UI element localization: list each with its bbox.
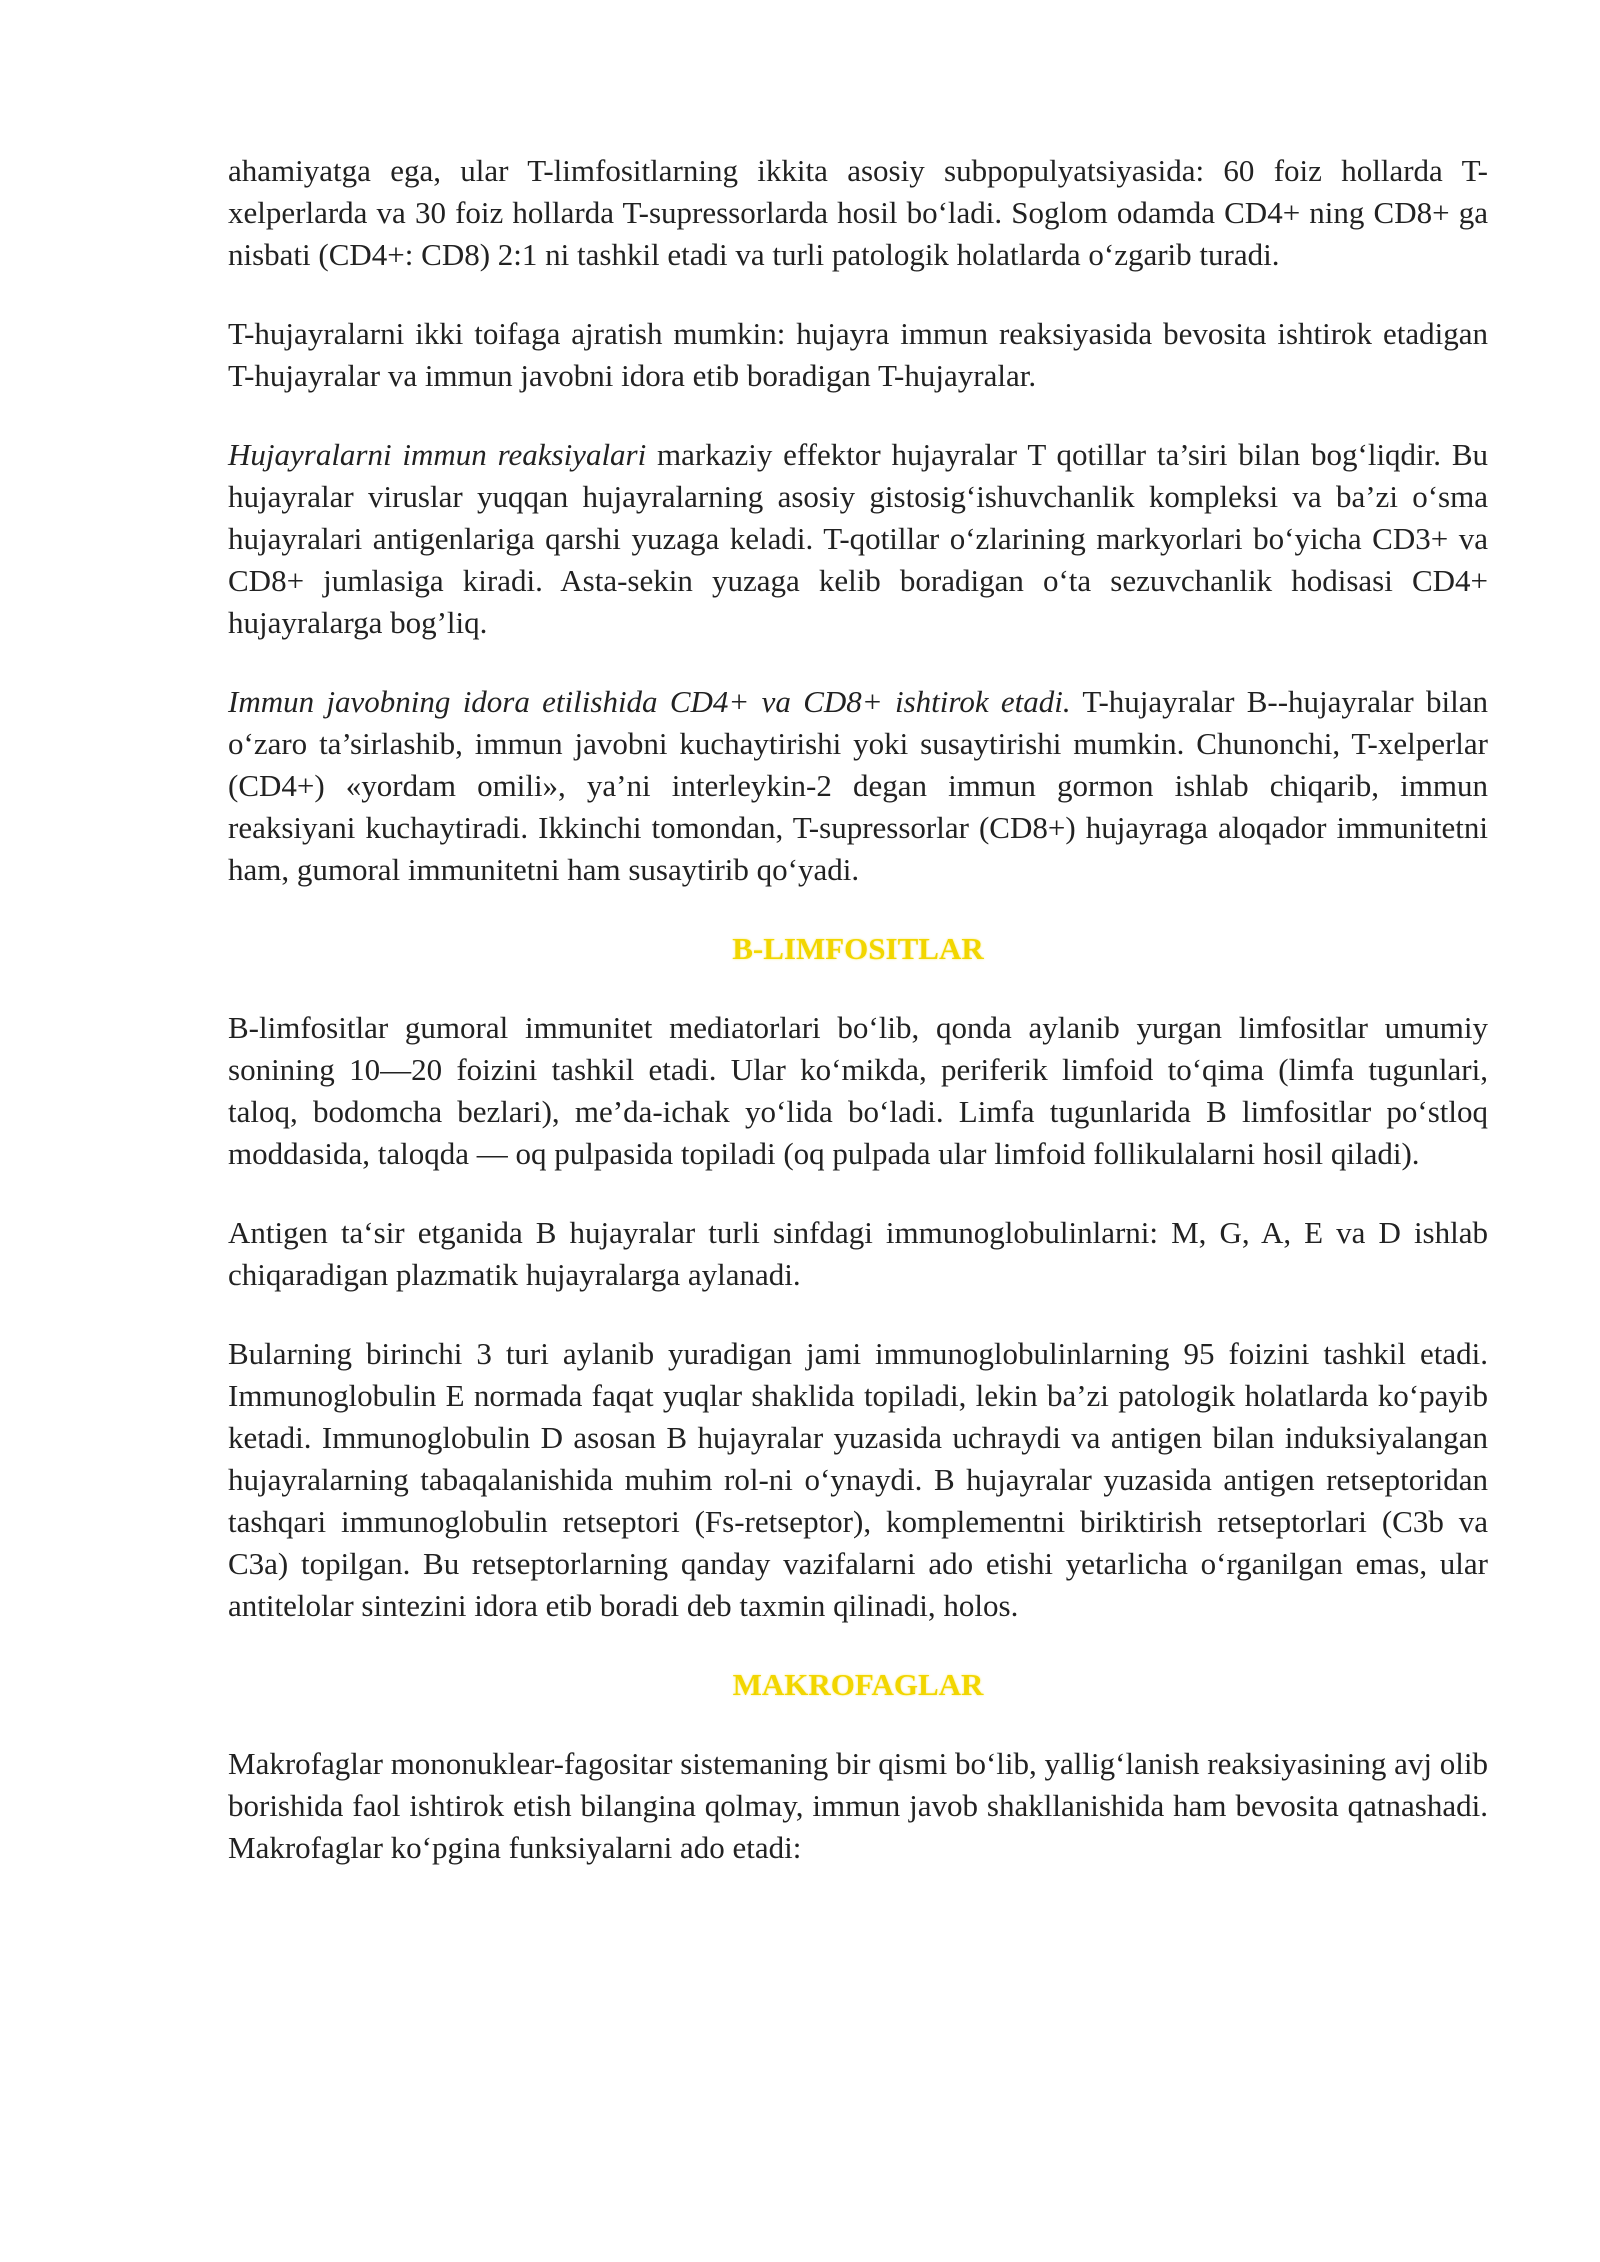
paragraph-immunoglobulins: Bularning birinchi 3 turi aylanib yuradigan jami immunoglobulinlarning 95 foizini tashkil etadi. Immunoglobulin E normada faqat yuqlar shaklida topiladi, lekin ba’zi patologik holatlarda koʻpayib ketadi. Immunoglobulin D asosan B hujayralar yuzasida uchraydi va antigen bilan induksiyalangan hujayralarning tabaqalanishida muhim rol-ni oʻynaydi. B hujayralar yuzasida antigen retseptoridan tashqari immunoglobulin retseptori (Fs-retseptor), komplementni biriktirish retseptorlari (C3b va C3a) topilgan. Bu retseptorlarning qanday vazifalarni ado etishi yetarlicha oʻrganilgan emas, ular antitelolar sintezini idora etib boradi deb taxmin qilinadi, holos.: [228, 1336, 1488, 1623]
italic-lead-cellular-reactions: Hujayralarni immun reaksiyalari: [228, 437, 647, 472]
paragraph-antigen-effect: Antigen taʻsir etganida B hujayralar turli sinfdagi immunoglobulinlarni: M, G, A, E va D ishlab chiqaradigan plazmatik hujayralarga aylanadi.: [228, 1215, 1488, 1292]
section-heading-makrofaglar: MAKROFAGLAR: [732, 1667, 984, 1702]
document-page: [228, 150, 1488, 1906]
paragraph-text: T-hujayralar B--hujayralar bilan oʻzaro ta’sirlashib, immun javobni kuchaytirishi yoki susaytirishi mumkin. Chunonchi, T-xelperlar (CD4+) «yordam omili», ya’ni interleykin-2 degan immun gormon ishlab chiqarib, immun reaksiyani kuchaytiradi. Ikkinchi tomondan, T-supressorlar (CD8+) hujayraga aloqador immunitetni ham, gumoral immunitetni ham susaytirib qoʻyadi.: [228, 684, 1488, 887]
paragraph-t-cell-types: T-hujayralarni ikki toifaga ajratish mumkin: hujayra immun reaksiyasida bevosita ishtirok etadigan T-hujayralar va immun javobni idora etib boradigan T-hujayralar.: [228, 316, 1488, 393]
section-heading-b-limfositlar: B-LIMFOSITLAR: [732, 931, 984, 966]
paragraph-text: markaziy effektor hujayralar T qotillar ta’siri bilan bogʻliqdir. Bu hujayralar viruslar yuqqan hujayralarning asosiy gistosigʻishuvchanlik kompleksi va ba’zi oʻsma hujayralari antigenlariga qarshi yuzaga keladi. T-qotillar oʻzlarining markyorlari boʻyicha CD3+ va CD8+ jumlasiga kiradi. Asta-sekin yuzaga kelib boradigan oʻta sezuvchanlik hodisasi CD4+ hujayralarga bog’liq.: [228, 437, 1488, 640]
italic-lead-immune-regulation: Immun javobning idora etilishida CD4+ va CD8+ ishtirok etadi.: [228, 684, 1071, 719]
paragraph-macrophages: Makrofaglar mononuklear-fagositar sistemaning bir qismi boʻlib, yalligʻlanish reaksiyasining avj olib borishida faol ishtirok etish bilangina qolmay, immun javob shakllanishida ham bevosita qatnashadi. Makrofaglar koʻpgina funksiyalarni ado etadi:: [228, 1746, 1488, 1865]
paragraph-cd4-cd8-ratio: ahamiyatga ega, ular T-limfositlarning ikkita asosiy subpopulyatsiyasida: 60 foiz hollarda T-xelperlarda va 30 foiz hollarda T-supressorlarda hosil boʻladi. Soglom odamda CD4+ ning CD8+ ga nisbati (CD4+: CD8) 2:1 ni tashkil etadi va turli patologik holatlarda oʻzgarib turadi.: [228, 153, 1488, 272]
paragraph-b-lymphocytes: B-limfositlar gumoral immunitet mediatorlari boʻlib, qonda aylanib yurgan limfositlar umumiy sonining 10—20 foizini tashkil etadi. Ular koʻmikda, periferik limfoid toʻqima (limfa tugunlari, taloq, bodomcha bezlari), me’da-ichak yoʻlida boʻladi. Limfa tugunlarida B limfositlar poʻstloq moddasida, taloqda — oq pulpasida topiladi (oq pulpada ular limfoid follikulalarni hosil qiladi).: [228, 1010, 1488, 1171]
paragraph-cellular-immune-reactions: [228, 434, 1488, 644]
paragraph-immune-regulation: [228, 681, 1488, 891]
